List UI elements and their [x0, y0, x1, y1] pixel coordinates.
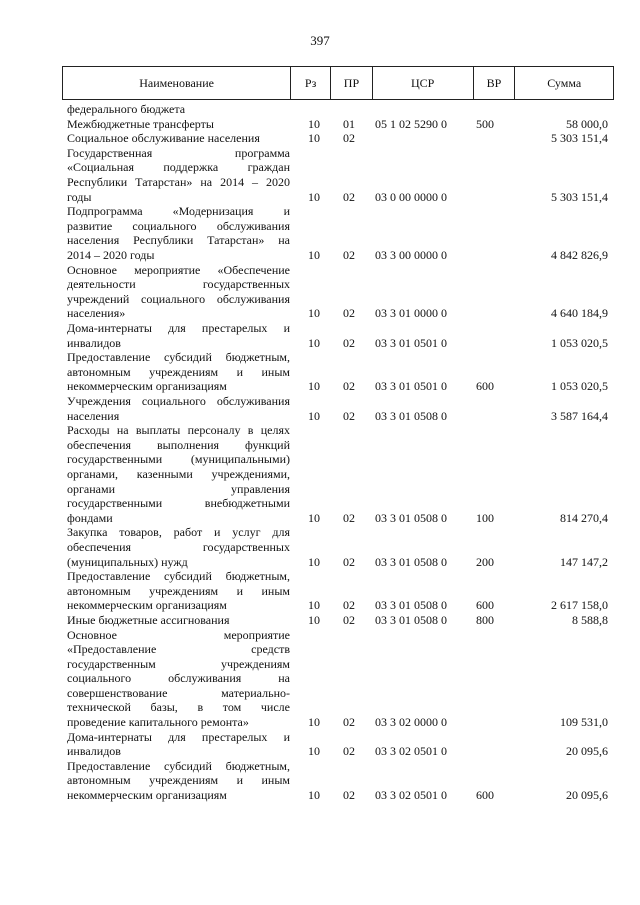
row-name-line: совершенствование материально-: [67, 685, 290, 700]
row-rz: 10: [308, 510, 320, 525]
row-pr: 02: [343, 554, 355, 569]
row-pr: 02: [343, 408, 355, 423]
row-sum: 1 053 020,5: [551, 335, 608, 350]
header-name: Наименование: [63, 67, 291, 99]
row-sum: 20 095,6: [566, 788, 608, 803]
row-name: [67, 204, 290, 262]
header-vr: ВР: [474, 67, 516, 99]
row-rz: 10: [308, 612, 320, 627]
row-name: [67, 131, 290, 146]
row-sum: 8 588,8: [572, 612, 608, 627]
row-rz: 10: [308, 379, 320, 394]
row-rz: 10: [308, 408, 320, 423]
row-name-line: Подпрограмма «Модернизация и: [67, 204, 290, 219]
row-sum: 147 147,2: [560, 554, 608, 569]
table-row: [0, 394, 640, 423]
row-name: [67, 759, 290, 803]
row-pr: 02: [343, 715, 355, 730]
row-name-line: (муниципальных) нужд: [67, 554, 188, 569]
table-row: [0, 350, 640, 394]
row-csr: 03 3 01 0000 0: [375, 306, 447, 321]
row-csr: 03 3 02 0501 0: [375, 788, 447, 803]
row-pr: 02: [343, 131, 355, 146]
row-vr: 200: [476, 554, 494, 569]
row-sum: 4 842 826,9: [551, 247, 608, 262]
row-rz: 10: [308, 788, 320, 803]
row-name-line: учреждений социального обслуживания: [67, 291, 290, 306]
row-name-line: инвалидов: [67, 744, 121, 759]
table-row: [0, 146, 640, 204]
header-sum: Сумма: [547, 75, 582, 90]
row-name-line: государственными (муниципальными): [67, 452, 290, 467]
row-name-line: социального обслуживания на: [67, 671, 290, 686]
row-name-line: государственными внебюджетными: [67, 496, 290, 511]
row-name-line: некоммерческим организациям: [67, 788, 227, 803]
row-pr: 01: [343, 116, 355, 131]
row-name-line: Учреждения социального обслуживания: [67, 393, 290, 408]
row-csr: 03 3 01 0508 0: [375, 598, 447, 613]
row-name: [67, 569, 290, 613]
row-name-line: органами управления: [67, 481, 290, 496]
row-name: [67, 102, 290, 117]
row-name-line: инвалидов: [67, 335, 121, 350]
row-name: [67, 350, 290, 394]
table-row: [0, 204, 640, 262]
row-name-line: Расходы на выплаты персоналу в целях: [67, 423, 290, 438]
row-pr: 02: [343, 306, 355, 321]
row-name-line: Закупка товаров, работ и услуг для: [67, 525, 290, 540]
row-name-line: населения»: [67, 306, 126, 321]
row-name-line: Предоставление субсидий бюджетным,: [67, 569, 290, 584]
row-name-line: Дома-интернаты для престарелых и: [67, 320, 290, 335]
row-name-line: населения Республики Татарстан» на: [67, 233, 290, 248]
row-vr: 500: [476, 116, 494, 131]
row-csr: 03 3 01 0508 0: [375, 408, 447, 423]
row-pr: 02: [343, 335, 355, 350]
row-name-line: проведение капитального ремонта»: [67, 715, 249, 730]
table-row: [0, 131, 640, 146]
row-csr: 03 3 01 0501 0: [375, 335, 447, 350]
row-name-line: государственным учреждениям: [67, 656, 290, 671]
row-name: [67, 146, 290, 204]
row-sum: 2 617 158,0: [551, 598, 608, 613]
row-name-line: обеспечения выполнения функций: [67, 437, 290, 452]
row-pr: 02: [343, 247, 355, 262]
row-name-line: фондами: [67, 510, 113, 525]
row-csr: 03 3 02 0000 0: [375, 715, 447, 730]
table-row: [0, 569, 640, 613]
row-csr: 03 3 00 0000 0: [375, 247, 447, 262]
header-pr: ПР: [331, 67, 373, 99]
row-csr: 03 3 01 0508 0: [375, 510, 447, 525]
row-pr: 02: [343, 788, 355, 803]
table-row: [0, 628, 640, 730]
row-rz: 10: [308, 715, 320, 730]
row-sum: 5 303 151,4: [551, 131, 608, 146]
row-name-line: органами, казенными учреждениями,: [67, 466, 290, 481]
table-row: [0, 613, 640, 628]
row-name-line: автономным учреждениям и иным: [67, 583, 290, 598]
row-name: [67, 394, 290, 423]
row-rz: 10: [308, 116, 320, 131]
row-pr: 02: [343, 598, 355, 613]
table-body: [0, 102, 640, 803]
table-row: [0, 730, 640, 759]
row-vr: 600: [476, 598, 494, 613]
row-rz: 10: [308, 554, 320, 569]
row-sum: 3 587 164,4: [551, 408, 608, 423]
row-pr: 02: [343, 189, 355, 204]
table-row: [0, 117, 640, 132]
row-sum: 814 270,4: [560, 510, 608, 525]
row-sum: 109 531,0: [560, 715, 608, 730]
row-rz: 10: [308, 189, 320, 204]
row-name-line: Предоставление субсидий бюджетным,: [67, 350, 290, 365]
table-row: [0, 423, 640, 525]
row-vr: 600: [476, 788, 494, 803]
row-name-line: обеспечения государственных: [67, 539, 290, 554]
row-name-line: «Предоставление средств: [67, 642, 290, 657]
row-csr: 03 3 01 0508 0: [375, 554, 447, 569]
row-csr: 05 1 02 5290 0: [375, 116, 447, 131]
row-pr: 02: [343, 379, 355, 394]
row-name-line: Социальное обслуживание населения: [67, 131, 260, 146]
row-name-line: некоммерческим организациям: [67, 379, 227, 394]
header-rz: Рз: [291, 67, 331, 99]
row-sum: 20 095,6: [566, 744, 608, 759]
row-name: [67, 628, 290, 730]
row-name-line: Предоставление субсидий бюджетным,: [67, 758, 290, 773]
row-name: [67, 613, 290, 628]
row-name-line: автономным учреждениям и иным: [67, 773, 290, 788]
row-sum: 58 000,0: [566, 116, 608, 131]
row-name-line: 2014 – 2020 годы: [67, 247, 155, 262]
row-name-line: Дома-интернаты для престарелых и: [67, 729, 290, 744]
row-name: [67, 423, 290, 525]
row-pr: 02: [343, 510, 355, 525]
row-name-line: Основное мероприятие «Обеспечение: [67, 262, 290, 277]
row-pr: 02: [343, 612, 355, 627]
row-name-line: технической базы, в том числе: [67, 700, 290, 715]
row-name: [67, 117, 290, 132]
row-csr: 03 0 00 0000 0: [375, 189, 447, 204]
row-rz: 10: [308, 598, 320, 613]
row-name-line: Иные бюджетные ассигнования: [67, 612, 230, 627]
row-rz: 10: [308, 131, 320, 146]
table-row: [0, 321, 640, 350]
row-vr: 800: [476, 612, 494, 627]
row-name-line: Основное мероприятие: [67, 627, 290, 642]
row-name: [67, 730, 290, 759]
row-rz: 10: [308, 247, 320, 262]
header-csr: ЦСР: [373, 67, 474, 99]
row-sum: 1 053 020,5: [551, 379, 608, 394]
row-sum: 5 303 151,4: [551, 189, 608, 204]
table-row: [0, 525, 640, 569]
row-name: [67, 321, 290, 350]
row-vr: 100: [476, 510, 494, 525]
row-csr: 03 3 02 0501 0: [375, 744, 447, 759]
table-row: [0, 263, 640, 321]
row-name-line: Государственная программа: [67, 145, 290, 160]
row-vr: 600: [476, 379, 494, 394]
row-name-line: «Социальная поддержка граждан: [67, 160, 290, 175]
row-name-line: автономным учреждениям и иным: [67, 364, 290, 379]
row-name-line: деятельности государственных: [67, 277, 290, 292]
row-name: [67, 263, 290, 321]
table-header: [62, 66, 614, 100]
row-rz: 10: [308, 744, 320, 759]
row-csr: 03 3 01 0508 0: [375, 612, 447, 627]
row-name-line: Республики Татарстан» на 2014 – 2020: [67, 174, 290, 189]
row-rz: 10: [308, 306, 320, 321]
row-name-line: федерального бюджета: [67, 102, 186, 116]
row-name: [67, 525, 290, 569]
row-sum: 4 640 184,9: [551, 306, 608, 321]
table-row: [0, 759, 640, 803]
row-name-line: некоммерческим организациям: [67, 598, 227, 613]
row-name-line: Межбюджетные трансферты: [67, 116, 214, 131]
row-name-line: населения: [67, 408, 120, 423]
row-csr: 03 3 01 0501 0: [375, 379, 447, 394]
page-number: 397: [310, 33, 330, 48]
row-rz: 10: [308, 335, 320, 350]
row-name-line: развитие социального обслуживания: [67, 218, 290, 233]
row-pr: 02: [343, 744, 355, 759]
row-name-line: годы: [67, 189, 92, 204]
table-row: [0, 102, 640, 117]
